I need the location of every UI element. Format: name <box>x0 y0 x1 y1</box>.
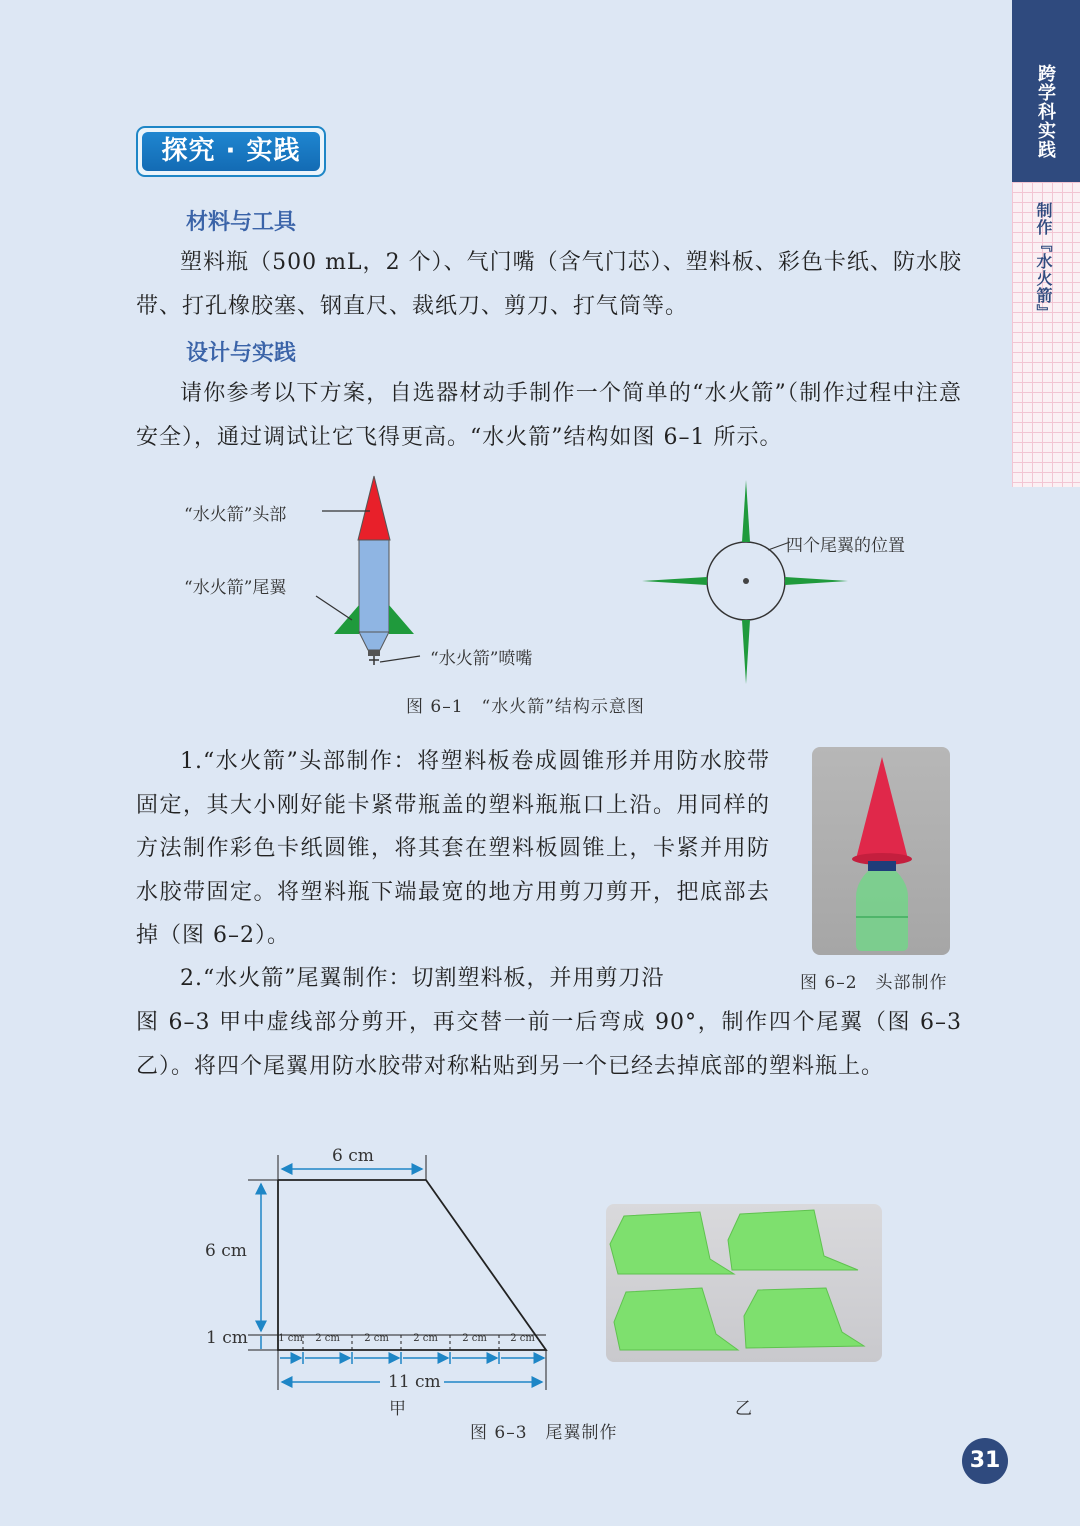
segment-arrows <box>280 1352 544 1364</box>
photo-fin <box>614 1288 738 1350</box>
figure-6-2-photo <box>812 747 950 955</box>
step-2-text: 图 6–3 甲中虚线部分剪开，再交替一前一后弯成 90°，制作四个尾翼（图 6–3 乙）。将四个尾翼用防水胶带对称粘贴到另一个已经去掉底部的塑料瓶上。 <box>136 1010 962 1079</box>
figure-6-3-photo <box>606 1204 882 1362</box>
dim-tab-label: 1 cm <box>206 1328 248 1348</box>
step-1-text: 1.“水火箭”头部制作：将塑料板卷成圆锥形并用防水胶带固定，其大小刚好能卡紧带瓶盖的塑料瓶瓶口上沿。用同样的方法制作彩色卡纸圆锥，将其套在塑料板圆锥上，卡紧并用防水胶带固定。将塑料瓶下端最宽的地方用剪刀剪开，把底部去掉（图 6–2）。 <box>136 749 770 948</box>
chapter-title: 跨学科实践 <box>1035 64 1056 159</box>
fin-position-right <box>785 577 848 585</box>
design-heading: 设计与实践 <box>186 341 297 366</box>
fins-photo <box>606 1204 882 1362</box>
leader-nozzle <box>380 656 420 662</box>
photo-fin <box>728 1210 858 1270</box>
segment-label: 1 cm <box>278 1333 303 1344</box>
rocket-bottle-neck <box>359 632 389 650</box>
figure-6-3-caption: 图 6–3 尾翼制作 <box>470 1423 618 1443</box>
figure-6-2-caption: 图 6–2 头部制作 <box>800 973 948 993</box>
fin-template-outline <box>278 1180 546 1350</box>
materials-heading: 材料与工具 <box>186 210 297 235</box>
photo-cone <box>856 757 908 859</box>
label-rocket-head: “水火箭”头部 <box>184 505 287 525</box>
fin-position-bottom <box>742 620 750 684</box>
rocket-nozzle <box>368 650 380 656</box>
section-badge <box>136 126 326 177</box>
sub-label-b: 乙 <box>735 1399 752 1419</box>
dim-total-label: 11 cm <box>388 1372 441 1392</box>
segment-label: 2 cm <box>315 1333 340 1344</box>
segment-labels <box>278 1333 546 1347</box>
dim-top-label: 6 cm <box>332 1146 374 1166</box>
figure-6-1-caption: 图 6–1 “水火箭”结构示意图 <box>406 697 645 717</box>
sidebar-chapter-tab <box>1012 0 1080 182</box>
step-2-first-line: 2.“水火箭”尾翼制作：切割塑料板，并用剪刀沿 <box>180 966 665 991</box>
label-rocket-fin: “水火箭”尾翼 <box>184 578 287 598</box>
sub-label-a: 甲 <box>389 1399 406 1419</box>
segment-label: 2 cm <box>510 1333 535 1344</box>
figure-6-3-template <box>200 1145 560 1400</box>
label-rocket-nozzle: “水火箭”喷嘴 <box>430 649 533 669</box>
bottle-center-dot <box>743 578 749 584</box>
segment-label: 2 cm <box>462 1333 487 1344</box>
rocket-fin-right <box>389 605 414 634</box>
photo-fin <box>744 1288 864 1348</box>
photo-bottle <box>856 871 908 951</box>
segment-label: 2 cm <box>364 1333 389 1344</box>
rocket-head-cone <box>358 476 390 540</box>
dim-left-label: 6 cm <box>205 1241 247 1261</box>
section-badge-label: 探究 · 实践 <box>142 132 320 171</box>
segment-label: 2 cm <box>413 1333 438 1344</box>
page-number: 31 <box>962 1438 1008 1484</box>
fin-position-left <box>642 577 707 585</box>
materials-text: 塑料瓶（500 mL，2 个）、气门嘴（含气门芯）、塑料板、彩色卡纸、防水胶带、打孔橡胶塞、钢直尺、裁纸刀、剪刀、打气筒等。 <box>136 250 962 319</box>
topic-title: 制作『水火箭』 <box>1034 202 1053 321</box>
photo-bottle-cap <box>868 861 896 871</box>
label-fin-positions: 四个尾翼的位置 <box>786 536 905 556</box>
design-text: 请你参考以下方案，自选器材动手制作一个简单的“水火箭”（制作过程中注意安全），通过调试让它飞得更高。“水火箭”结构如图 6–1 所示。 <box>136 381 962 450</box>
rocket-fin-left <box>334 605 359 634</box>
rocket-body <box>359 540 389 632</box>
sidebar-topic-tab <box>1012 182 1080 487</box>
photo-fin <box>610 1212 734 1274</box>
rocket-head-photo <box>812 747 950 955</box>
leader-fin <box>316 596 352 620</box>
fin-position-top <box>742 480 750 542</box>
